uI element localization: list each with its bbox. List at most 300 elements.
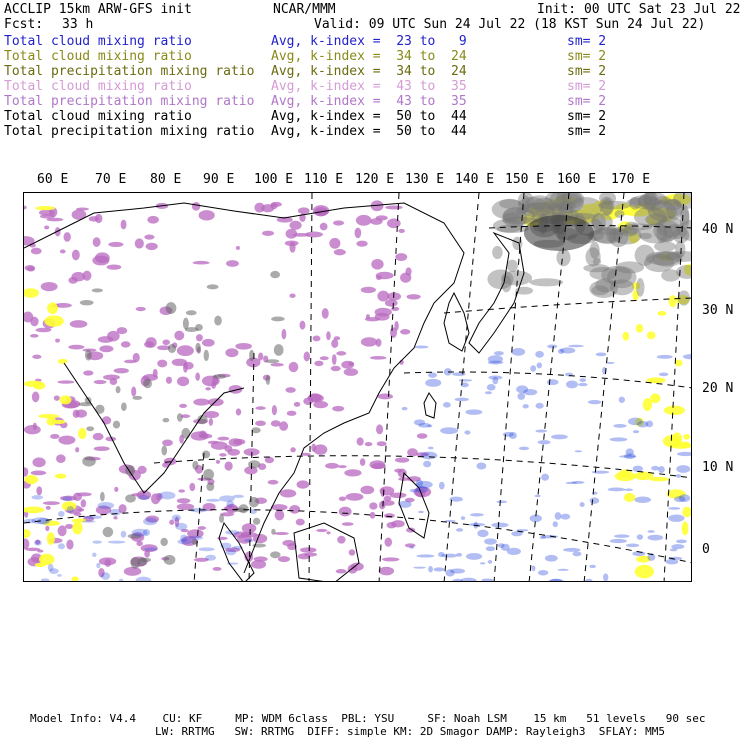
cloud-high-blob — [255, 406, 265, 410]
cloud-high-blob — [93, 237, 101, 247]
cloud-low-blob — [536, 403, 544, 409]
lat-label: 0 — [702, 542, 710, 557]
cloud-high-blob — [348, 362, 354, 366]
cloud-high-blob — [169, 520, 174, 525]
cloud-low-blob — [668, 507, 680, 510]
cloud-high-blob — [298, 207, 310, 214]
cloud-mid-blob — [35, 206, 55, 210]
cloud-low-blob — [501, 544, 510, 551]
cloud-low-blob — [466, 553, 482, 560]
cloud-low-blob — [658, 466, 665, 473]
cloud-mid-blob — [72, 522, 82, 535]
cloud-low-blob — [494, 351, 504, 355]
cloud-low-blob — [491, 523, 508, 528]
cloud-high-blob — [93, 433, 104, 440]
legend-row-2-field: Total cloud mixing ratio — [4, 49, 192, 64]
legend-row-6-field: Total cloud mixing ratio — [4, 109, 192, 124]
cloud-high-blob — [113, 516, 117, 519]
legend-row-1-sm: sm= 2 — [567, 34, 607, 49]
cloud-low-blob — [561, 514, 571, 520]
cloud-mid-blob — [683, 434, 690, 440]
cloud-low-blob — [58, 543, 65, 549]
cloud-low-blob — [136, 577, 152, 582]
cloud-high-blob — [406, 528, 415, 533]
cloud-low-blob — [535, 351, 544, 358]
cloud-high-blob — [56, 454, 66, 463]
cloud-high-blob — [41, 282, 58, 291]
cloud-high-blob — [339, 497, 346, 502]
cloud-high-blob — [279, 421, 288, 431]
cloud-low-blob — [647, 535, 663, 541]
cloud-low-blob — [57, 574, 62, 577]
cloud-low-blob — [470, 513, 484, 516]
cloud-high-blob — [58, 380, 75, 383]
cloud-top-core — [524, 215, 594, 251]
cloud-top-blob — [103, 527, 114, 537]
cloud-low-blob — [619, 397, 625, 403]
cloud-high-blob — [92, 256, 109, 266]
lon-label: 80 E — [150, 172, 182, 187]
legend-row-5-avg: Avg, k-index = 43 to 35 — [271, 94, 467, 109]
cloud-high-blob — [193, 399, 209, 406]
cloud-top-blob — [615, 261, 644, 273]
cloud-high-blob — [371, 463, 385, 469]
cloud-high-blob — [192, 202, 201, 211]
cloud-high-blob — [107, 331, 120, 342]
cloud-low-blob — [563, 548, 581, 552]
cloud-high-blob — [344, 469, 361, 476]
cloud-high-blob — [177, 376, 189, 386]
cloud-low-blob — [110, 509, 121, 516]
cloud-high-blob — [195, 372, 200, 380]
cloud-top-blob — [195, 343, 200, 353]
cloud-low-blob — [423, 461, 431, 468]
cloud-low-blob — [634, 497, 651, 503]
cloud-low-blob — [633, 430, 639, 433]
cloud-top-blob — [661, 269, 680, 281]
cloud-mid-blob — [38, 414, 59, 418]
cloud-mid-blob — [59, 395, 71, 404]
cloud-mid-blob — [664, 406, 685, 415]
lon-line-150e — [529, 193, 569, 582]
lon-label: 110 E — [304, 172, 344, 187]
cloud-high-blob — [285, 240, 299, 246]
cloud-low-blob — [668, 514, 684, 521]
cloud-high-blob — [355, 228, 362, 239]
cloud-high-blob — [46, 506, 51, 510]
cloud-high-blob — [384, 513, 395, 518]
cloud-mid-blob — [669, 295, 677, 307]
cloud-low-blob — [461, 516, 465, 520]
cloud-high-blob — [177, 345, 194, 356]
cloud-mid-blob — [622, 332, 629, 341]
cloud-low-blob — [677, 452, 692, 456]
cloud-top-blob — [113, 421, 120, 429]
cloud-high-blob — [24, 467, 28, 476]
cloud-low-blob — [517, 393, 525, 400]
cloud-high-blob — [144, 550, 150, 557]
model-title: ACCLIP 15km ARW-GFS init — [4, 2, 192, 17]
cloud-low-blob — [459, 379, 472, 381]
cloud-top-blob — [164, 555, 176, 565]
cloud-high-blob — [406, 267, 412, 275]
cloud-top-blob — [636, 278, 644, 297]
cloud-high-blob — [197, 526, 206, 530]
cloud-low-blob — [402, 407, 408, 410]
cloud-mid-blob — [24, 507, 44, 514]
lon-label: 160 E — [557, 172, 597, 187]
cloud-top-blob — [271, 317, 285, 322]
cloud-high-blob — [271, 420, 281, 427]
cloud-low-blob — [610, 539, 627, 543]
legend-row-2-avg: Avg, k-index = 34 to 24 — [271, 49, 467, 64]
cloud-high-blob — [236, 246, 240, 250]
lon-label: 130 E — [405, 172, 445, 187]
cloud-top-blob — [161, 445, 167, 455]
cloud-low-blob — [58, 511, 65, 517]
cloud-high-blob — [337, 536, 345, 544]
korea-coast — [444, 293, 469, 351]
cloud-high-blob — [83, 370, 93, 375]
cloud-low-blob — [205, 555, 216, 561]
cloud-low-blob — [574, 450, 582, 452]
cloud-low-blob — [548, 579, 564, 582]
legend-row-6-avg: Avg, k-index = 50 to 44 — [271, 109, 467, 124]
lat-label: 10 N — [702, 460, 734, 475]
cloud-low-blob — [452, 372, 466, 376]
cloud-high-blob — [72, 250, 80, 261]
cloud-low-blob — [101, 572, 110, 580]
cloud-high-blob — [356, 215, 372, 226]
cloud-top-blob — [266, 375, 270, 385]
cloud-top-blob — [168, 344, 176, 353]
cloud-high-blob — [124, 567, 142, 576]
cloud-high-blob — [365, 317, 380, 321]
cloud-high-blob — [376, 338, 382, 346]
cloud-high-blob — [157, 360, 167, 368]
lon-line-110e — [309, 193, 312, 582]
cloud-low-blob — [608, 488, 625, 492]
cloud-top-blob — [80, 300, 94, 305]
cloud-low-blob — [610, 437, 628, 441]
cloud-mid-blob — [24, 381, 44, 387]
cloud-top-blob — [192, 461, 198, 470]
cloud-mid-blob — [680, 441, 691, 448]
cloud-high-blob — [105, 559, 112, 567]
cloud-high-blob — [114, 487, 118, 492]
cloud-top-blob — [529, 278, 563, 286]
cloud-high-blob — [391, 307, 399, 311]
cloud-high-blob — [83, 271, 92, 281]
cloud-low-blob — [557, 569, 569, 571]
cloud-high-blob — [313, 335, 321, 341]
cloud-high-blob — [50, 434, 59, 439]
cloud-high-blob — [376, 272, 394, 280]
cloud-low-blob — [523, 404, 529, 408]
cloud-low-blob — [199, 547, 215, 551]
cloud-top-blob — [624, 222, 639, 235]
cloud-low-blob — [41, 578, 50, 582]
cloud-high-blob — [336, 569, 347, 574]
cloud-mid-blob — [24, 288, 39, 298]
cloud-high-blob — [25, 548, 40, 552]
legend-row-5-field: Total precipitation mixing ratio — [4, 94, 255, 109]
legend-row-3-sm: sm= 2 — [567, 64, 607, 79]
cloud-mid-blob — [643, 398, 652, 411]
cloud-low-blob — [484, 538, 497, 544]
cloud-high-blob — [162, 339, 169, 345]
cloud-high-blob — [349, 549, 356, 555]
cloud-high-blob — [75, 447, 79, 452]
cloud-high-blob — [322, 308, 329, 319]
cloud-high-blob — [254, 556, 268, 561]
cloud-high-blob — [320, 356, 329, 360]
cloud-top-blob — [507, 260, 518, 272]
cloud-high-blob — [305, 232, 323, 238]
cloud-top-blob — [238, 504, 248, 513]
cloud-high-blob — [371, 259, 383, 269]
cloud-high-blob — [68, 277, 77, 284]
cloud-high-blob — [153, 369, 158, 377]
cloud-high-blob — [44, 225, 49, 229]
cloud-high-blob — [333, 220, 344, 225]
cloud-low-blob — [244, 539, 254, 542]
cloud-low-blob — [108, 541, 125, 544]
cloud-top-blob — [219, 514, 224, 523]
cloud-low-blob — [477, 530, 488, 537]
cloud-high-blob — [282, 329, 287, 340]
cloud-mid-blob — [682, 507, 691, 518]
cloud-high-blob — [303, 397, 313, 405]
cloud-top-blob — [116, 386, 121, 393]
cloud-high-blob — [76, 409, 87, 417]
cloud-low-blob — [143, 518, 157, 526]
cloud-high-blob — [45, 526, 49, 532]
cloud-top-blob — [204, 350, 209, 361]
cloud-high-blob — [208, 441, 219, 444]
cloud-high-blob — [376, 215, 388, 220]
cloud-high-blob — [30, 334, 39, 338]
cloud-high-blob — [136, 307, 146, 311]
cloud-low-blob — [97, 502, 114, 509]
cloud-mid-blob — [55, 474, 66, 479]
cloud-high-blob — [395, 457, 410, 462]
cloud-low-blob — [619, 455, 636, 458]
cloud-high-blob — [174, 331, 184, 341]
cloud-high-blob — [144, 341, 154, 347]
map-canvas — [24, 193, 692, 582]
cloud-high-blob — [274, 532, 289, 535]
cloud-mid-blob — [636, 324, 643, 333]
cloud-high-blob — [24, 538, 29, 549]
cloud-top-blob — [270, 551, 281, 558]
cloud-high-blob — [356, 241, 367, 247]
cloud-low-blob — [486, 546, 495, 551]
cloud-high-blob — [217, 437, 229, 441]
cloud-high-blob — [242, 523, 257, 533]
cloud-high-blob — [40, 214, 55, 218]
cloud-high-blob — [320, 223, 328, 231]
cloud-high-blob — [236, 408, 241, 415]
cloud-low-blob — [614, 534, 630, 537]
cloud-high-blob — [325, 463, 339, 469]
lon-label: 170 E — [611, 172, 651, 187]
cloud-high-blob — [370, 356, 386, 360]
cloud-mid-blob — [663, 435, 682, 447]
cloud-high-blob — [384, 538, 392, 547]
lon-label: 70 E — [95, 172, 127, 187]
cloud-high-blob — [121, 220, 127, 230]
lat-label: 40 N — [702, 222, 734, 237]
cloud-low-blob — [535, 430, 547, 433]
cloud-low-blob — [460, 578, 476, 582]
cloud-high-blob — [395, 253, 407, 261]
cloud-high-blob — [278, 556, 290, 562]
cloud-top-blob — [163, 418, 170, 423]
cloud-high-blob — [286, 229, 298, 239]
cloud-high-blob — [382, 557, 399, 561]
cloud-mid-blob — [24, 475, 38, 484]
cloud-low-blob — [579, 378, 586, 382]
cloud-top-blob — [614, 210, 624, 218]
cloud-low-blob — [547, 344, 557, 348]
cloud-high-blob — [339, 507, 352, 517]
cloud-low-blob — [496, 500, 507, 503]
cloud-low-blob — [588, 400, 602, 404]
cloud-low-blob — [670, 548, 678, 551]
lat-line-30n — [444, 298, 692, 313]
cloud-high-blob — [147, 216, 159, 224]
cloud-top-blob — [266, 359, 279, 363]
cloud-high-blob — [179, 404, 187, 408]
model-info-line2: LW: RRTMG SW: RRTMG DIFF: simple KM: 2D Smagor DAMP: Rayleigh3 SFLAY: MM5 — [155, 725, 665, 738]
cloud-top-blob — [186, 310, 197, 315]
cloud-low-blob — [538, 440, 551, 444]
cloud-high-blob — [32, 355, 41, 359]
cloud-high-blob — [369, 502, 377, 509]
cloud-high-blob — [361, 287, 376, 293]
cloud-low-blob — [596, 353, 607, 357]
cloud-high-blob — [285, 387, 295, 393]
cloud-high-blob — [102, 416, 111, 424]
cloud-high-blob — [43, 501, 60, 505]
cloud-low-blob — [418, 511, 424, 513]
cloud-top-blob — [143, 379, 152, 389]
cloud-high-blob — [289, 293, 295, 298]
cloud-low-blob — [438, 552, 445, 557]
cloud-low-blob — [589, 565, 596, 568]
cloud-mid-blob — [647, 331, 655, 339]
cloud-high-blob — [213, 567, 222, 571]
cloud-low-blob — [485, 391, 492, 394]
cloud-high-blob — [227, 449, 240, 456]
cloud-low-blob — [488, 560, 493, 564]
cloud-low-blob — [439, 482, 445, 490]
cloud-top-blob — [125, 494, 136, 502]
cloud-mid-blob — [58, 359, 68, 364]
cloud-mid-blob — [44, 315, 63, 326]
cloud-low-blob — [648, 530, 655, 533]
cloud-high-blob — [166, 377, 172, 384]
cloud-high-blob — [332, 406, 344, 412]
cloud-low-blob — [624, 489, 633, 491]
cloud-top-blob — [271, 529, 275, 535]
cloud-low-blob — [188, 536, 203, 540]
cloud-low-blob — [121, 531, 127, 538]
cloud-high-blob — [178, 489, 185, 492]
cloud-low-blob — [428, 566, 433, 573]
cloud-low-blob — [676, 465, 690, 473]
cloud-top-blob — [92, 288, 103, 292]
cloud-top-blob — [197, 415, 207, 424]
cloud-high-blob — [326, 331, 331, 340]
cloud-mid-blob — [624, 493, 635, 502]
cloud-high-blob — [205, 387, 211, 390]
cloud-low-blob — [414, 346, 429, 349]
cloud-high-blob — [254, 203, 264, 213]
cloud-low-blob — [455, 398, 469, 402]
cloud-low-blob — [488, 355, 503, 363]
cloud-low-blob — [659, 373, 669, 377]
model-info-line1: Model Info: V4.4 CU: KF MP: WDM 6class PBL: YSU SF: Noah LSM 15 km 51 levels 90 sec — [30, 712, 706, 725]
lat-line-10n — [154, 456, 692, 478]
cloud-top-blob — [207, 284, 219, 289]
cloud-low-blob — [512, 348, 526, 356]
cloud-high-blob — [108, 242, 123, 247]
cloud-high-blob — [342, 522, 354, 526]
cloud-low-blob — [206, 499, 221, 502]
cloud-top-blob — [492, 246, 503, 259]
cloud-top-blob — [100, 492, 105, 502]
cloud-low-blob — [603, 573, 608, 581]
lat-label: 20 N — [702, 381, 734, 396]
cloud-high-blob — [376, 424, 383, 434]
cloud-low-blob — [49, 568, 59, 574]
cloud-high-blob — [89, 216, 99, 221]
cloud-high-blob — [394, 321, 398, 331]
cloud-top-blob — [85, 350, 92, 361]
cloud-high-blob — [304, 553, 317, 557]
cloud-low-blob — [545, 555, 558, 562]
cloud-low-blob — [566, 380, 578, 388]
cloud-high-blob — [331, 366, 341, 371]
legend-row-5-sm: sm= 2 — [567, 94, 607, 109]
cloud-top-blob — [181, 428, 190, 439]
cloud-high-blob — [225, 348, 238, 357]
map-panel — [23, 192, 692, 582]
cloud-high-blob — [226, 260, 239, 267]
cloud-high-blob — [370, 512, 376, 519]
cloud-high-blob — [334, 249, 346, 255]
legend-row-7-avg: Avg, k-index = 50 to 44 — [271, 124, 467, 139]
cloud-top-blob — [82, 456, 96, 466]
cloud-high-blob — [94, 446, 110, 451]
cloud-low-blob — [456, 528, 463, 532]
cloud-high-blob — [338, 465, 347, 468]
cloud-high-blob — [224, 461, 232, 470]
cloud-low-blob — [31, 495, 43, 499]
cloud-top-blob — [675, 241, 685, 258]
cloud-high-blob — [177, 498, 191, 503]
cloud-low-blob — [676, 474, 681, 478]
cloud-high-blob — [329, 238, 340, 249]
cloud-low-blob — [537, 362, 542, 368]
cloud-high-blob — [357, 437, 364, 445]
cloud-low-blob — [92, 541, 102, 544]
cloud-top-blob — [487, 269, 513, 289]
cloud-high-blob — [31, 471, 47, 476]
cloud-high-blob — [27, 266, 35, 271]
